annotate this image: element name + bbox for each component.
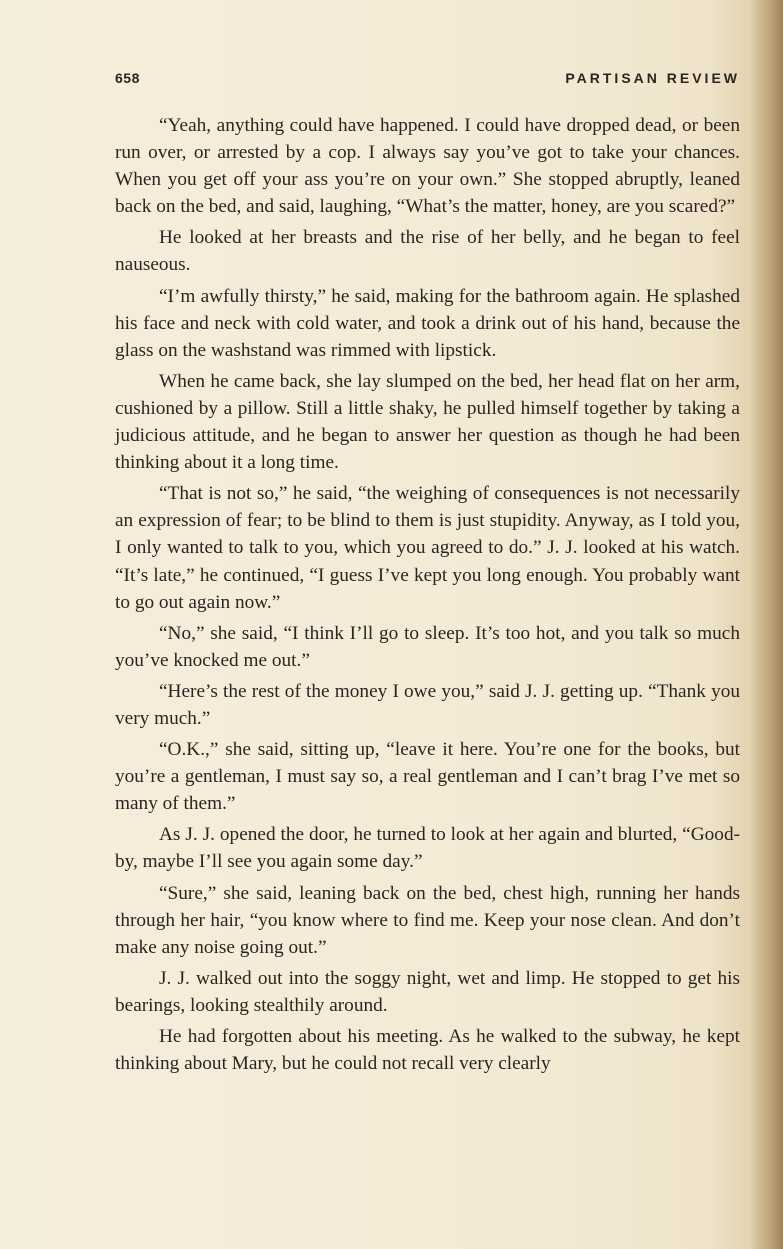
running-head: PARTISAN REVIEW (565, 70, 740, 86)
paragraph: “No,” she said, “I think I’ll go to sleep. It’s too hot, and you talk so much you’ve knocked me out.” (115, 622, 740, 671)
paragraph: “Here’s the rest of the money I owe you,” said J. J. getting up. “Thank you very much.” (115, 680, 740, 729)
paragraph: He looked at her breasts and the rise of her belly, and he began to feel nauseous. (115, 227, 740, 276)
paragraph: When he came back, she lay slumped on the bed, her head flat on her arm, cushioned by a pillow. Still a little shaky, he pulled himself together by taking a judicious attitude, and he began to answer her question as though he had been thinking about it a long time. (115, 370, 740, 474)
paragraph: “That is not so,” he said, “the weighing of consequences is not necessarily an expression of fear; to be blind to them is just stupidity. Anyway, as I told you, I only wanted to talk to you, which you agreed to do.” J. J. looked at his watch. “It’s late,” he continued, “I guess I’ve kept you long enough. You probably want to go out again now.” (115, 483, 740, 613)
paragraph: “O.K.,” she said, sitting up, “leave it here. You’re one for the books, but you’re a gentleman, I must say so, a real gentleman and I can’t brag I’ve met so many of them.” (115, 739, 740, 815)
page-header (115, 70, 740, 94)
paragraph: As J. J. opened the door, he turned to look at her again and blurted, “Good-by, maybe I’ll see you again some day.” (115, 824, 740, 873)
paragraph: J. J. walked out into the soggy night, wet and limp. He stopped to get his bearings, looking stealthily around. (115, 967, 740, 1016)
paragraph: “Yeah, anything could have happened. I could have dropped dead, or been run over, or arrested by a cop. I always say you’ve got to take your chances. When you get off your ass you’re on your own.” She stopped abruptly, leaned back on the bed, and said, laughing, “What’s the matter, honey, are you scared?” (115, 115, 740, 218)
paragraph: “I’m awfully thirsty,” he said, making for the bathroom again. He splashed his face and neck with cold water, and took a drink out of his hand, because the glass on the washstand was rimmed with lipstick. (115, 285, 740, 361)
spine-shadow (749, 0, 783, 1249)
paragraph: He had forgotten about his meeting. As he walked to the subway, he kept thinking about Mary, but he could not recall very clearly (115, 1026, 740, 1075)
paragraph: “Sure,” she said, leaning back on the bed, chest high, running her hands through her hair, “you know where to find me. Keep your nose clean. And don’t make any noise going out.” (115, 882, 740, 958)
body-text (115, 112, 740, 1077)
page-number: 658 (115, 70, 140, 86)
